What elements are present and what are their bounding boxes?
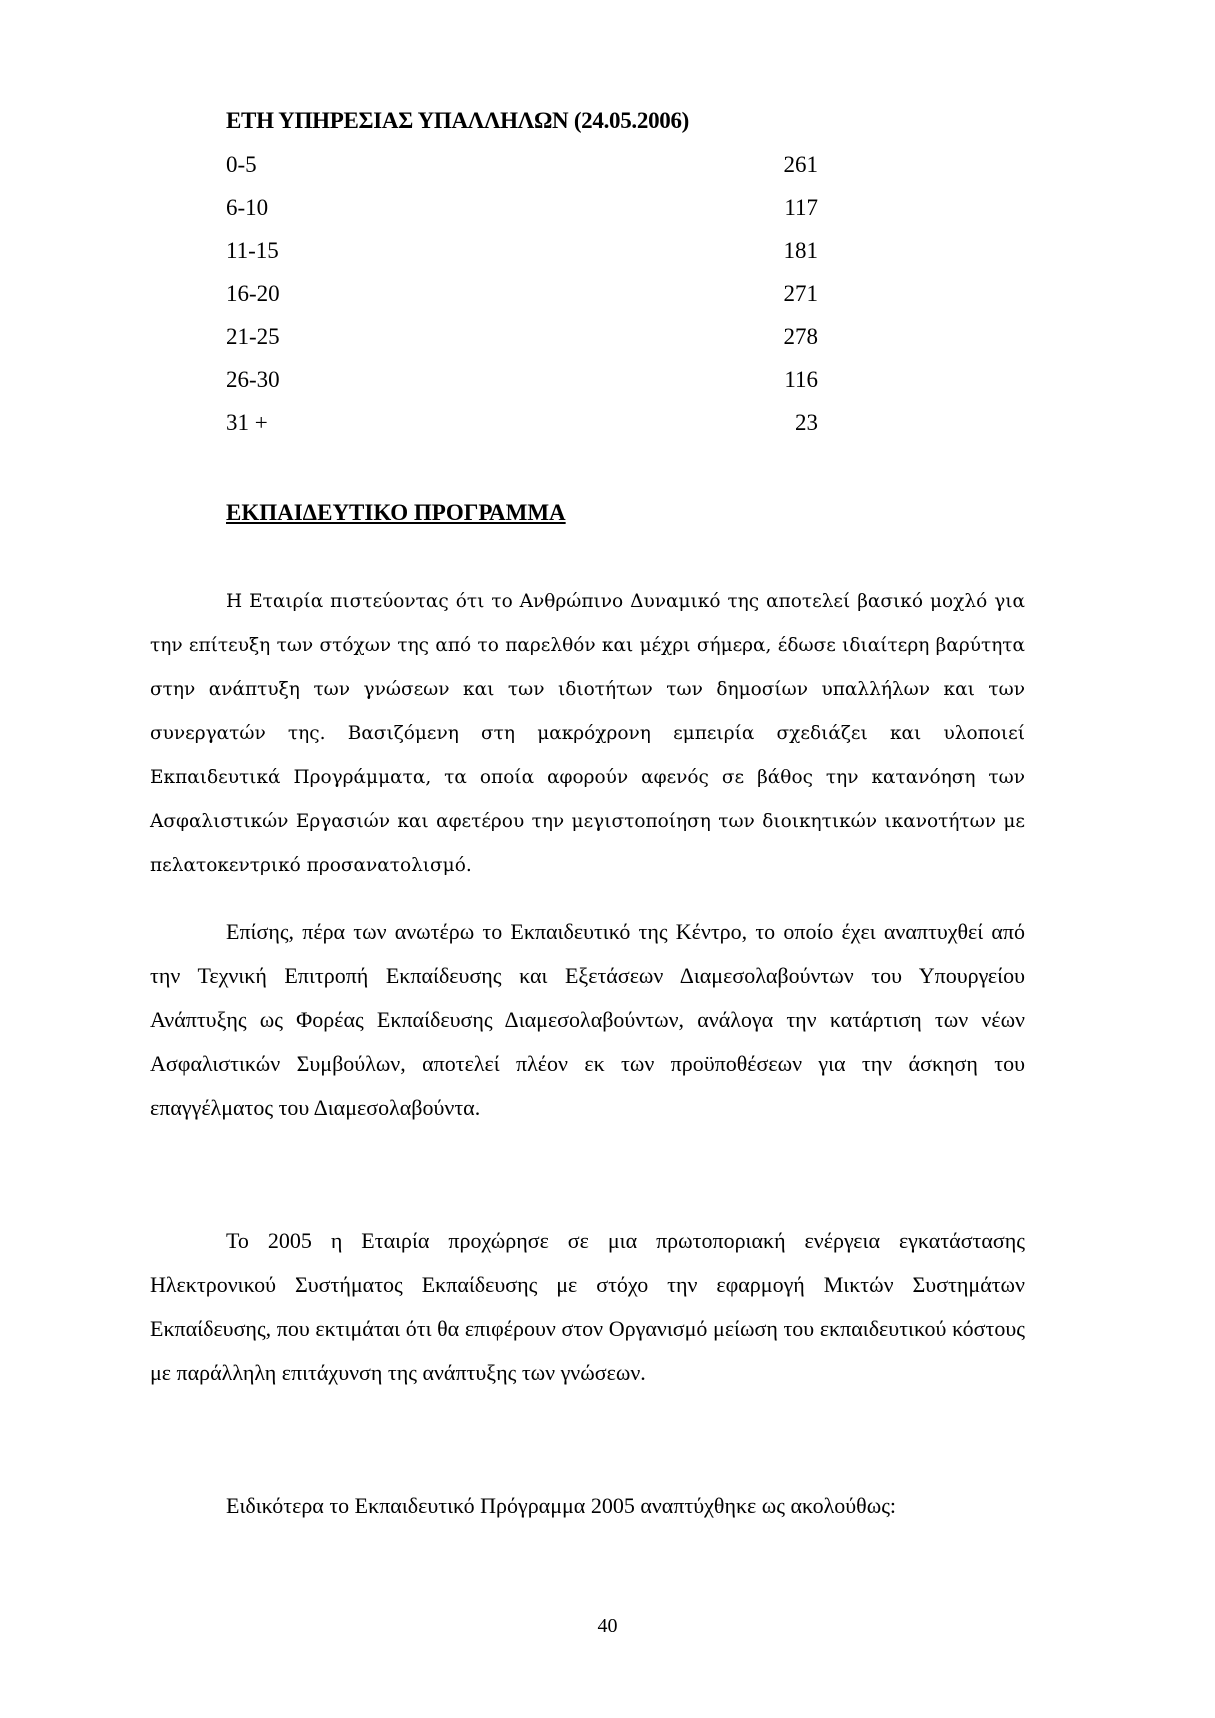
years-range: 0-5: [226, 152, 257, 177]
service-years-row: [226, 193, 818, 236]
years-range: 26-30: [226, 367, 280, 392]
paragraph-intro: Η Εταιρία πιστεύοντας ότι το Ανθρώπινο Δυναμικό της αποτελεί βασικό μοχλό για την επίτευξη των στόχων της από το παρελθόν και μέχρι σήμερα, έδωσε ιδιαίτερη βαρύτητα στην ανάπτυξη των γνώσεων και των ιδιοτήτων των δημοσίων υπαλλήλων και των συνεργατών της. Βασιζόμενη στη μακρόχρονη εμπειρία σχεδιάζει και υλοποιεί Εκπαιδευτικά Προγράμματα, τα οποία αφορούν αφενός σε βάθος την κατανόηση των Ασφαλιστικών Εργασιών και αφετέρου την μεγιστοποίηση των διοικητικών ικανοτήτων με πελατοκεντρικό προσανατολισμό.: [150, 591, 1025, 876]
employee-count: 271: [783, 281, 818, 306]
service-years-row: [226, 322, 818, 365]
paragraph-education-center: Επίσης, πέρα των ανωτέρω το Εκπαιδευτικό της Κέντρο, το οποίο έχει αναπτυχθεί από την Τεχνική Επιτροπή Εκπαίδευσης και Εξετάσεων Διαμεσολαβούντων του Υπουργείου Ανάπτυξης ως Φορέας Εκπαίδευσης Διαμεσολαβούντων, ανάλογα την κατάρτιση των νέων Ασφαλιστικών Συμβούλων, αποτελεί πλέον εκ των προϋποθέσεων για την άσκηση του επαγγέλματος του Διαμεσολαβούντα.: [150, 919, 1025, 1120]
years-range: 21-25: [226, 324, 280, 349]
employee-count: 181: [783, 238, 818, 263]
years-range: 11-15: [226, 238, 279, 263]
employee-count: 261: [783, 152, 818, 177]
page-number: 40: [597, 1615, 618, 1637]
service-years-table: [226, 150, 818, 451]
years-range: 16-20: [226, 281, 280, 306]
service-years-row: [226, 150, 818, 193]
employee-count: 116: [784, 367, 818, 392]
education-program-title: ΕΚΠΑΙΔΕΥΤΙΚΟ ΠΡΟΓΡΑΜΜΑ: [226, 500, 566, 525]
employee-count: 117: [784, 195, 818, 220]
service-years-heading: ΕΤΗ ΥΠΗΡΕΣΙΑΣ ΥΠΑΛΛΗΛΩΝ (24.05.2006): [226, 108, 690, 133]
employee-count: 278: [783, 324, 818, 349]
years-range: 31 +: [226, 410, 268, 435]
service-years-row: [226, 236, 818, 279]
service-years-row: [226, 365, 818, 408]
paragraph-elearning-2005: Το 2005 η Εταιρία προχώρησε σε μια πρωτοποριακή ενέργεια εγκατάστασης Ηλεκτρονικού Συστήματος Εκπαίδευσης με στόχο την εφαρμογή Μικτών Συστημάτων Εκπαίδευσης, που εκτιμάται ότι θα επιφέρουν στον Οργανισμό μείωση του εκπαιδευτικού κόστους με παράλληλη επιτάχυνση της ανάπτυξης των γνώσεων.: [150, 1228, 1025, 1385]
years-range: 6-10: [226, 195, 269, 220]
employee-count: 23: [795, 410, 818, 435]
paragraph-program-2005: Ειδικότερα το Εκπαιδευτικό Πρόγραμμα 2005 αναπτύχθηκε ως ακολούθως:: [226, 1493, 897, 1518]
service-years-row: [226, 279, 818, 322]
service-years-row: [226, 408, 818, 451]
